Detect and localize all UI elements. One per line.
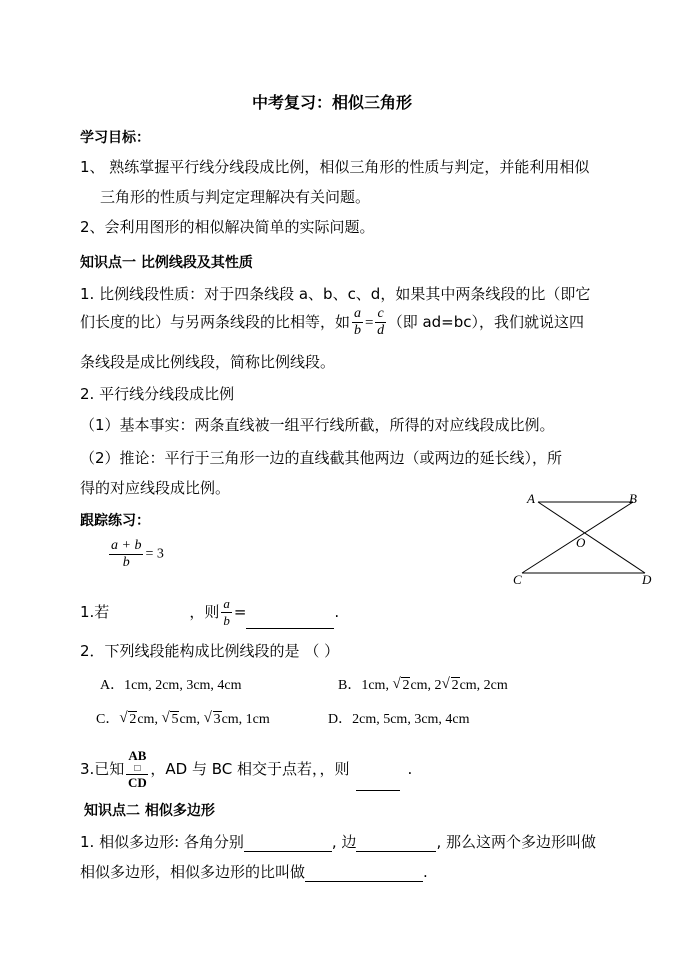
q2-b-prefix: B．1cm,: [338, 678, 389, 693]
equals-sign: =: [365, 315, 374, 331]
q2-b-end: cm, 2cm: [459, 678, 508, 693]
kp2-blank-sides[interactable]: [356, 835, 436, 852]
label-a: A: [527, 491, 535, 506]
q1-prefix: 1.若: [80, 603, 110, 621]
given-denominator: b: [122, 555, 130, 570]
kp1-p1-line2: [80, 306, 584, 339]
kp1-p1-line3: 条线段是成比例线段，简称比例线段。: [80, 353, 336, 371]
sqrt-radicand: 5: [171, 712, 179, 727]
segment-ad: [538, 502, 645, 573]
q2-c-prefix: C．: [96, 712, 120, 727]
q1-denominator: b: [223, 613, 230, 628]
goals-heading: 学习目标：: [80, 130, 150, 146]
q1-end: .: [334, 603, 340, 621]
given-numerator: a + b: [111, 538, 142, 553]
q1-numerator: a: [223, 596, 230, 611]
page-title: 中考复习：相似三角形: [252, 93, 413, 112]
sqrt-radicand: 3: [213, 712, 221, 727]
fraction-denominator: b: [354, 323, 362, 338]
kp1-p2-1: （1）基本事实：两条直线被一组平行线所截，所得的对应线段成比例。: [80, 416, 555, 434]
label-o: O: [576, 535, 586, 550]
sqrt-radicand: 2: [129, 712, 137, 727]
goal-item-1-line2: 三角形的性质与判定定理解决有关问题。: [100, 188, 371, 206]
question-2: 2．下列线段能构成比例线段的是 （ ）: [80, 642, 340, 660]
q3-denominator: CD: [127, 775, 147, 790]
q2-option-a[interactable]: A．1cm, 2cm, 3cm, 4cm: [100, 678, 242, 693]
kp2-line2: [80, 861, 428, 882]
q1-given-space: [109, 613, 189, 629]
kp2-line1-a: 1. 相似多边形: 各角分别: [80, 833, 244, 851]
kp1-p2: 2. 平行线分线段成比例: [80, 385, 235, 403]
practice-heading: 跟踪练习：: [80, 513, 150, 529]
sqrt-icon: √ 2: [441, 676, 459, 693]
q2-option-d[interactable]: D．2cm, 5cm, 3cm, 4cm: [328, 712, 470, 727]
q3-prefix: 3.已知: [80, 760, 125, 778]
kp2-line2-end: .: [423, 863, 428, 881]
sqrt-radicand: 2: [451, 678, 459, 693]
sqrt-icon: √ 2: [392, 676, 410, 693]
q2-option-b[interactable]: [338, 674, 508, 694]
kp1-p2-2-line2: 得的对应线段成比例。: [80, 479, 231, 497]
q1-eq: =: [233, 603, 247, 621]
q3-answer-blank[interactable]: [356, 774, 400, 791]
given-rhs: = 3: [145, 546, 164, 562]
kp2-line2-a: 相似多边形，相似多边形的比叫做: [80, 863, 306, 881]
fraction-numerator: a: [354, 306, 362, 321]
sqrt-icon: √ 2: [119, 710, 137, 727]
fraction-a-over-b: [352, 306, 363, 339]
kp2-line1-c: , 那么这两个多边形叫做: [436, 833, 596, 851]
q3-mid: ，AD 与 BC 相交于点若，，则: [150, 760, 350, 778]
label-d: D: [642, 572, 652, 587]
fraction-numerator: c: [377, 306, 384, 321]
fraction-denominator: d: [377, 323, 385, 338]
fraction-c-over-d: [375, 306, 385, 339]
q2-c-unit-1: cm,: [137, 712, 158, 727]
q1-mid: ，则: [189, 603, 220, 621]
geometry-figure: [505, 485, 665, 590]
kp2-line1: [80, 831, 596, 852]
sqrt-icon: √ 3: [203, 710, 221, 727]
given-fraction: [109, 538, 143, 571]
q3-box: □: [126, 764, 148, 775]
kp2-blank-angles[interactable]: [244, 835, 332, 852]
goal-item-1-line1: 1、 熟练掌握平行线分线段成比例，相似三角形的性质与判定，并能利用相似: [80, 158, 590, 176]
given-formula: [107, 538, 164, 571]
question-3: [80, 748, 412, 791]
kp1-p2-2-line1: （2）推论：平行于三角形一边的直线截其他两边（或两边的延长线），所: [80, 449, 563, 467]
q2-c-unit-2: cm,: [179, 712, 201, 727]
question-1: [80, 596, 339, 629]
sqrt-radicand: 2: [402, 678, 410, 693]
kp2-blank-ratio[interactable]: [305, 865, 423, 882]
kp2-heading: 知识点二 相似多边形: [84, 803, 215, 819]
q1-fraction: [221, 596, 232, 629]
kp2-line1-b: , 边: [331, 833, 357, 851]
kp1-p1-line1: 1. 比例线段性质：对于四条线段 a、b、c、d，如果其中两条线段的比（即它: [80, 285, 591, 303]
q3-end: .: [407, 760, 413, 778]
kp1-p1-line2-text-a: 们长度的比）与另两条线段的比相等，如: [80, 313, 351, 331]
q3-fraction: [126, 748, 148, 791]
q2-b-mid: cm, 2: [410, 678, 442, 693]
sqrt-icon: √ 5: [161, 710, 179, 727]
q2-option-c[interactable]: [96, 708, 270, 728]
label-b: B: [629, 491, 637, 506]
kp1-p1-line2-text-b: （即 ad=bc），我们就说这四: [387, 313, 585, 331]
label-c: C: [513, 572, 522, 587]
goal-item-2: 2、会利用图形的相似解决简单的实际问题。: [80, 218, 375, 236]
q3-numerator: AB: [128, 748, 147, 763]
q1-answer-blank[interactable]: [246, 612, 334, 629]
q2-c-end: cm, 1cm: [221, 712, 270, 727]
kp1-heading: 知识点一 比例线段及其性质: [80, 255, 253, 271]
